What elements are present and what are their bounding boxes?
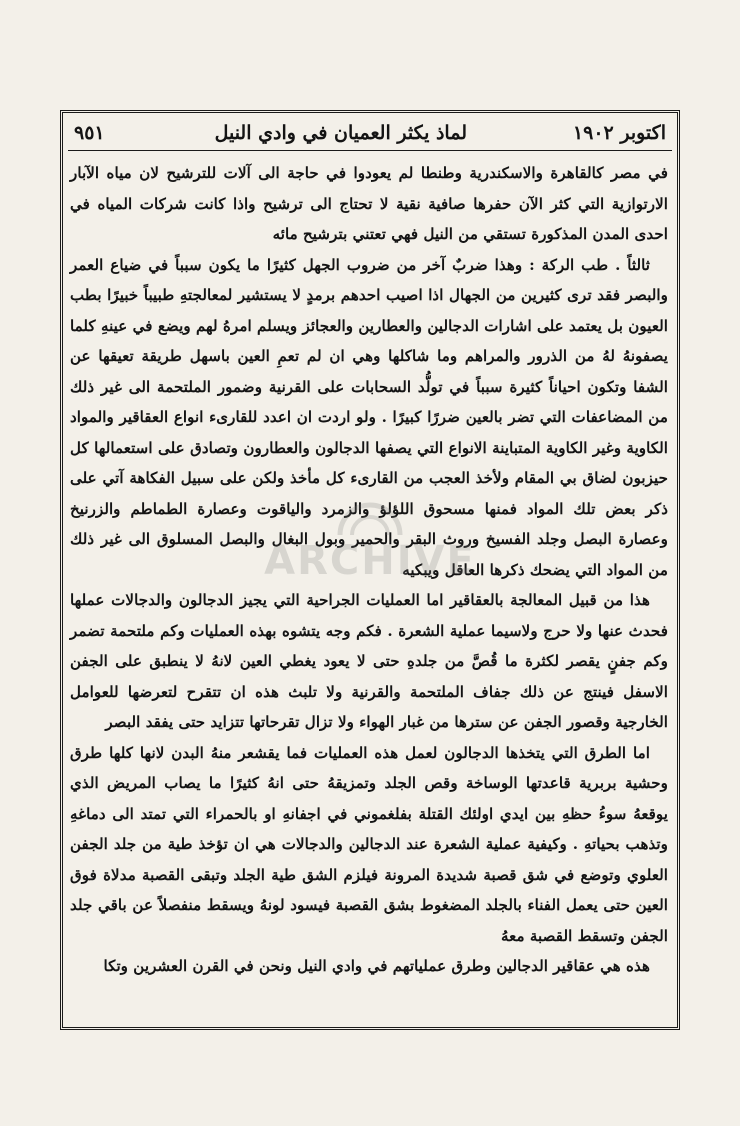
paragraph-1: في مصر كالقاهرة والاسكندرية وطنطا لم يعودوا في حاجة الى آلات للترشيح لان مياه الآبار الارتوازية التي كثر الآن حفرها صافية نقية لا تحتاج الى ترشيح واذا كانت شركات المياه في احدى المدن المذكورة تستقي من النيل فهي تعتني بترشيح مائه	[70, 164, 668, 243]
page-number: ٩٥١	[74, 122, 105, 144]
header-title: لماذ يكثر العميان في وادي النيل	[214, 122, 467, 144]
paragraph-4: اما الطرق التي يتخذها الدجالون لعمل هذه العمليات فما يقشعر منهُ البدن لانها كلها طرق وحشية بربرية قاعدتها الوساخة وقص الجلد وتمزيقهُ حتى انهُ كثيرًا ما يصاب المريض الذي يوقعهُ سوءُ حظهِ بين ايدي اولئك القتلة بفلغموني في اجفانهِ او بالحمراء التي تمتد الى دماغهِ وتذهب بحياتهِ . وكيفية عملية الشعرة عند الدجالين والدجالات هي ان تؤخذ طية من جلد الجفن العلوي وتوضع في شق قصبة شديدة المرونة فيلزم الشق طية الجلد وتبقى القصبة مدلاة فوق العين حتى يعمل الفناء بالجلد المضغوط بشق القصبة فيسود لونهُ ويسقط منفصلاً عن باقي جلد الجفن وتسقط القصبة معهُ	[70, 743, 669, 945]
watermark-text: ARCHIVE	[264, 538, 476, 584]
article-body	[70, 158, 668, 982]
paragraph-2: ثالثاً . طب الركة : وهذا ضربٌ آخر من ضروب الجهل كثيرًا ما يكون سبباً في ضياع العمر والبصر فقد ترى كثيرين من الجهال اذا اصيب احدهم برمدٍ لا يستشير لمعالجتهِ طبيباً خبيرًا بطب العيون بل يعتمد على اشارات الدجالين والعطارين والعجائز ويسلم امرهُ لهم ويضع في عينهِ كلما يصفونهُ لهُ من الذرور والمراهم وما شاكلها وهي ان لم تعمِ العين باسهل طريقة تعيقها عن الشفا وتكون احياناً كثيرة سبباً في تولُّد السحابات على القرنية وضمور الملتحمة الى غير ذلك من المضاعفات التي تضر بالعين ضررًا كبيرًا . ولو اردت ان اعدد للقارىء انواع العقاقير والمواد الكاوية وغير الكاوية المتباينة الانواع التي يصفها الدجالون والعطارون وتصادق على استعمالها كل حيزبون لضاق بي المقام ولأخذ العجب من القارىء كل مأخذ ولكن على سبيل الفكاهة آتي على ذكر بعض تلك المواد فمنها مسحوق اللؤلؤ والزمرد والياقوت وعصارة الطماطم والزرنيخ وعصارة البصل وجلد الفسيخ وروث البقر والحمير وبول البغال والبصل المسلوق الى غير ذلك من المواد التي يضحك ذكرها العاقل ويبكيه	[70, 255, 668, 579]
running-header	[68, 116, 672, 151]
paragraph-5: هذه هي عقاقير الدجالين وطرق عملياتهم في وادي النيل ونحن في القرن العشرين وتكا	[103, 957, 650, 975]
paragraph-3: هذا من قبيل المعالجة بالعقاقير اما العمليات الجراحية التي يجيز الدجالون والدجالات عملها فحدث عنها ولا حرج ولاسيما عملية الشعرة . فكم وجه يتشوه بهذه العمليات وكم ملتحمة تضمر وكم جفنٍ يقصر لكثرة ما قُصَّ من جلدهِ حتى لا يعود يغطي العين لانهُ لا ينطبق على الجفن الاسفل فينتج عن ذلك جفاف الملتحمة والقرنية ولا تلبث هذه ان تتقرح لتعرضها للعوامل الخارجية وقصور الجفن عن سترها من غبار الهواء ولا تزال تقرحاتها تتزايد حتى يفقد البصر	[70, 591, 668, 731]
header-date: اكتوبر ١٩٠٢	[572, 122, 666, 144]
